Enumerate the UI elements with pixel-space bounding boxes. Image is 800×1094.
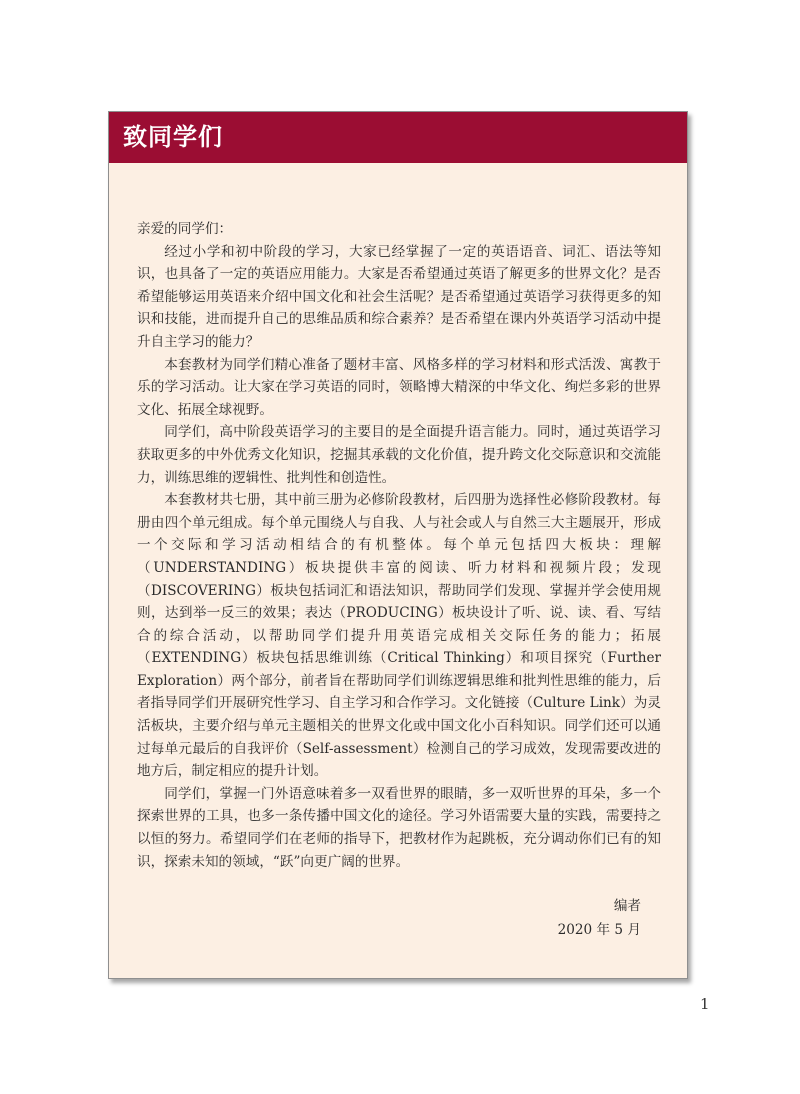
signature-editor: 编者 [613, 898, 641, 914]
letter-card [108, 111, 688, 979]
page-title: 致同学们 [123, 123, 223, 151]
signature-date: 2020 年 5 月 [557, 922, 641, 938]
paragraph-1: 经过小学和初中阶段的学习，大家已经掌握了一定的英语语音、词汇、语法等知识，也具备了一定的英语应用能力。大家是否希望通过英语了解更多的世界文化？是否希望能够运用英语来介绍中国文化和社会生活呢？是否希望通过英语学习获得更多的知识和技能，进而提升自己的思维品质和综合素养？是否希望在课内外英语学习活动中提升自主学习的能力？ [137, 243, 661, 350]
letter-body [137, 218, 661, 873]
paragraph-2: 本套教材为同学们精心准备了题材丰富、风格多样的学习材料和形式活泼、寓教于乐的学习活动。让大家在学习英语的同时，领略博大精深的中华文化、绚烂多彩的世界文化、拓展全球视野。 [137, 356, 661, 418]
paragraph-5: 同学们，掌握一门外语意味着多一双看世界的眼睛，多一双听世界的耳朵，多一个探索世界的工具，也多一条传播中国文化的途径。学习外语需要大量的实践，需要持之以恒的努力。希望同学们在老师的指导下，把教材作为起跳板，充分调动你们已有的知识，探索未知的领域，“跃”向更广阔的世界。 [137, 785, 661, 870]
salutation: 亲爱的同学们： [137, 221, 233, 237]
signature-block [558, 894, 641, 942]
paragraph-3: 同学们，高中阶段英语学习的主要目的是全面提升语言能力。同时，通过英语学习获取更多的中外优秀文化知识，挖掘其承载的文化价值，提升跨文化交际意识和交流能力，训练思维的逻辑性、批判性和创造性。 [137, 424, 661, 486]
paragraph-4: 本套教材共七册，其中前三册为必修阶段教材，后四册为选择性必修阶段教材。每册由四个单元组成。每个单元围绕人与自我、人与社会或人与自然三大主题展开，形成一个交际和学习活动相结合的有机整体。每个单元包括四大板块：理解（UNDERSTANDING）板块提供丰富的阅读、听力材料和视频片段；发现（DISCOVERING）板块包括词汇和语法知识，帮助同学们发现、掌握并学会使用规则，达到举一反三的效果；表达（PRODUCING）板块设计了听、说、读、看、写结合的综合活动，以帮助同学们提升用英语完成相关交际任务的能力；拓展（EXTENDING）板块包括思维训练（Critical Thinking）和项目探究（Further Exploration）两个部分，前者旨在帮助同学们训练逻辑思维和批判性思维的能力，后者指导同学们开展研究性学习、自主学习和合作学习。文化链接（Culture Link）为灵活板块，主要介绍与单元主题相关的世界文化或中国文化小百科知识。同学们还可以通过每单元最后的自我评价（Self-assessment）检测自己的学习成效，发现需要改进的地方后，制定相应的提升计划。 [137, 492, 661, 780]
title-banner [109, 112, 687, 163]
page-number: 1 [700, 995, 710, 1013]
